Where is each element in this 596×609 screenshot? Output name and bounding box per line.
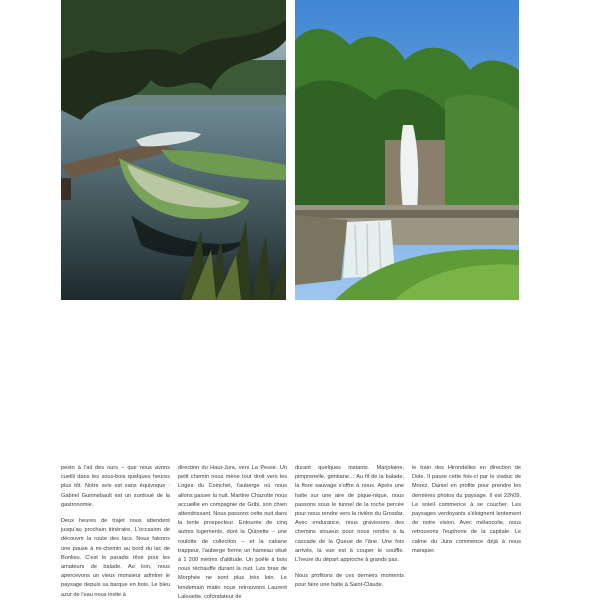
article-paragraph: Deux heures de trajet nous attendent jusqu'au prochain itinéraire. L'occasion de découvrir la route des lacs. Nous faisons une pause à mi-chemin au bord du lac de Bonlieu. C'est le paradis rêvé pour les amateurs de balade. Au loin, nous apercevons un vieux monsieur admirer le paysage depuis sa barque en bois. Le bleu azur de l'eau nous invite à bbox=[61, 518, 170, 598]
lake-rowboats-photo bbox=[61, 0, 286, 300]
article-paragraph: le train des Hirondelles en direction de Dole. Il passe cette fois-ci par le viaduc de Morez. Daniel en profite pour prendre les dernières photos du paysage. Il est 22h09. Le soleil commence à se coucher. Les paysages verdoyants s'éloignent lentement de notre vision. Avec mélancolie, nous retrouvons l'euphorie de la capitale. Le calme du Jura commence déjà à nous manquer. bbox=[412, 465, 521, 554]
article-column-3 bbox=[295, 464, 404, 598]
article-column-1 bbox=[61, 464, 170, 607]
article-paragraph: durant quelques instants. Marjolaine, pimprenelle, gentiane… Au fil de la balade, la flore sauvage s'offre à nous. Après une halte sur une aire de pique-nique, nous passons sous le tunnel de la roche percée pour nous rendre vers la rivière du Grosdar. Avec endurance, nous gravissons des chemins sinueux pour nous rendre à la cascade de la Queue de l'âne. Une fois arrivés, la vue est à couper le souffle. L'heure du départ approche à grands pas. bbox=[295, 465, 404, 564]
article-paragraph: pesto à l'ail des ours – que nous avons cueilli dans les sous-bois quelques heures plus tôt. Notre avis est sans équivoque : Gabriel Guinnebault est un surdoué de la gastronomie. bbox=[61, 465, 170, 508]
waterfall-photo bbox=[295, 0, 519, 300]
article-column-2 bbox=[178, 464, 287, 609]
article-column-4 bbox=[412, 464, 521, 563]
article-paragraph: Nous profitons de ces derniers moments pour faire une halte à Saint-Claude. bbox=[295, 573, 404, 589]
article-paragraph: direction du Haut-Jura, vers La Pesse. Un petit chemin nous mène tout droit vers les Loges du Coinchet, l'auberge où nous allons passer la nuit. Martine Chazotte nous accueille en compagnie de Gribi, son chien attendrissant. Nous passons cette nuit dans la tente prospecteur. Entourée de cinq autres logements, dont la Quinette – une roulotte de collection – et la cabane trappeur, l'auberge forme un hameau situé à 1 200 mètres d'altitude. Un poêle à bois nous réchauffe durant la nuit. Les bras de Morphée ne sont plus très loin. Le lendemain matin nous retrouvons Laurent Lalouette, cofondateur de bbox=[178, 465, 287, 600]
